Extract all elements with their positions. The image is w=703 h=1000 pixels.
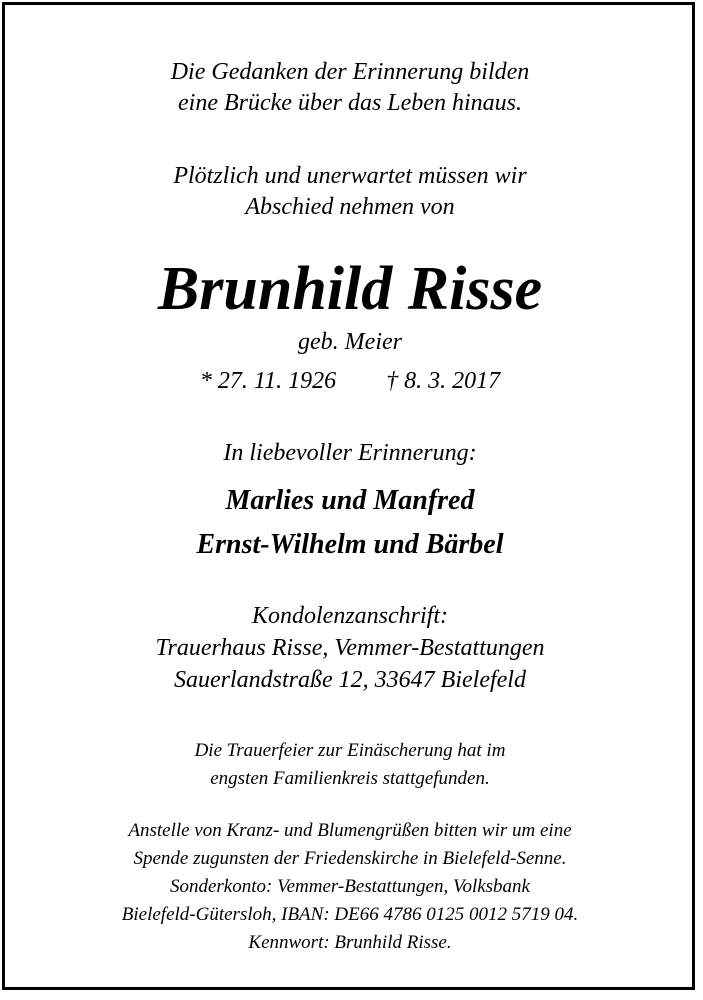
life-dates	[5, 366, 695, 396]
donation-line: Spende zugunsten der Friedenskirche in Bielefeld-Senne.	[133, 848, 567, 869]
memorial-quote	[5, 57, 695, 119]
service-line: engsten Familienkreis stattgefunden.	[210, 768, 490, 789]
donation-line: Bielefeld-Gütersloh, IBAN: DE66 4786 0125 0012 5719 04.	[121, 904, 579, 925]
donation-line: Sonderkonto: Vemmer-Bestattungen, Volksbank	[169, 876, 530, 897]
quote-line: eine Brücke über das Leben hinaus.	[178, 90, 522, 116]
condolence-line: Kondolenzanschrift:	[252, 603, 448, 629]
intro-line: Plötzlich und unerwartet müssen wir	[173, 163, 527, 189]
condolence-line: Trauerhaus Risse, Vemmer-Bestattungen	[155, 635, 545, 661]
intro-text	[5, 161, 695, 223]
maiden-name: geb. Meier	[298, 329, 402, 355]
death-date: † 8. 3. 2017	[386, 368, 501, 394]
condolence-address	[5, 600, 695, 696]
mourner-line: Ernst-Wilhelm und Bärbel	[196, 529, 504, 560]
deceased-name: Brunhild Risse	[157, 255, 543, 323]
quote-line: Die Gedanken der Erinnerung bilden	[170, 59, 530, 85]
service-line: Die Trauerfeier zur Einäscherung hat im	[194, 740, 506, 761]
intro-line: Abschied nehmen von	[245, 194, 455, 220]
funeral-service-note	[5, 737, 695, 793]
donation-line: Anstelle von Kranz- und Blumengrüßen bitten wir um eine	[128, 820, 572, 841]
donation-line: Kennwort: Brunhild Risse.	[248, 932, 452, 953]
remembrance-label: In liebevoller Erinnerung:	[223, 440, 477, 466]
birth-date: * 27. 11. 1926	[199, 368, 337, 394]
mourner-line: Marlies und Manfred	[225, 485, 475, 516]
mourners	[5, 479, 695, 567]
donation-request	[5, 817, 695, 957]
condolence-line: Sauerlandstraße 12, 33647 Bielefeld	[174, 667, 526, 693]
